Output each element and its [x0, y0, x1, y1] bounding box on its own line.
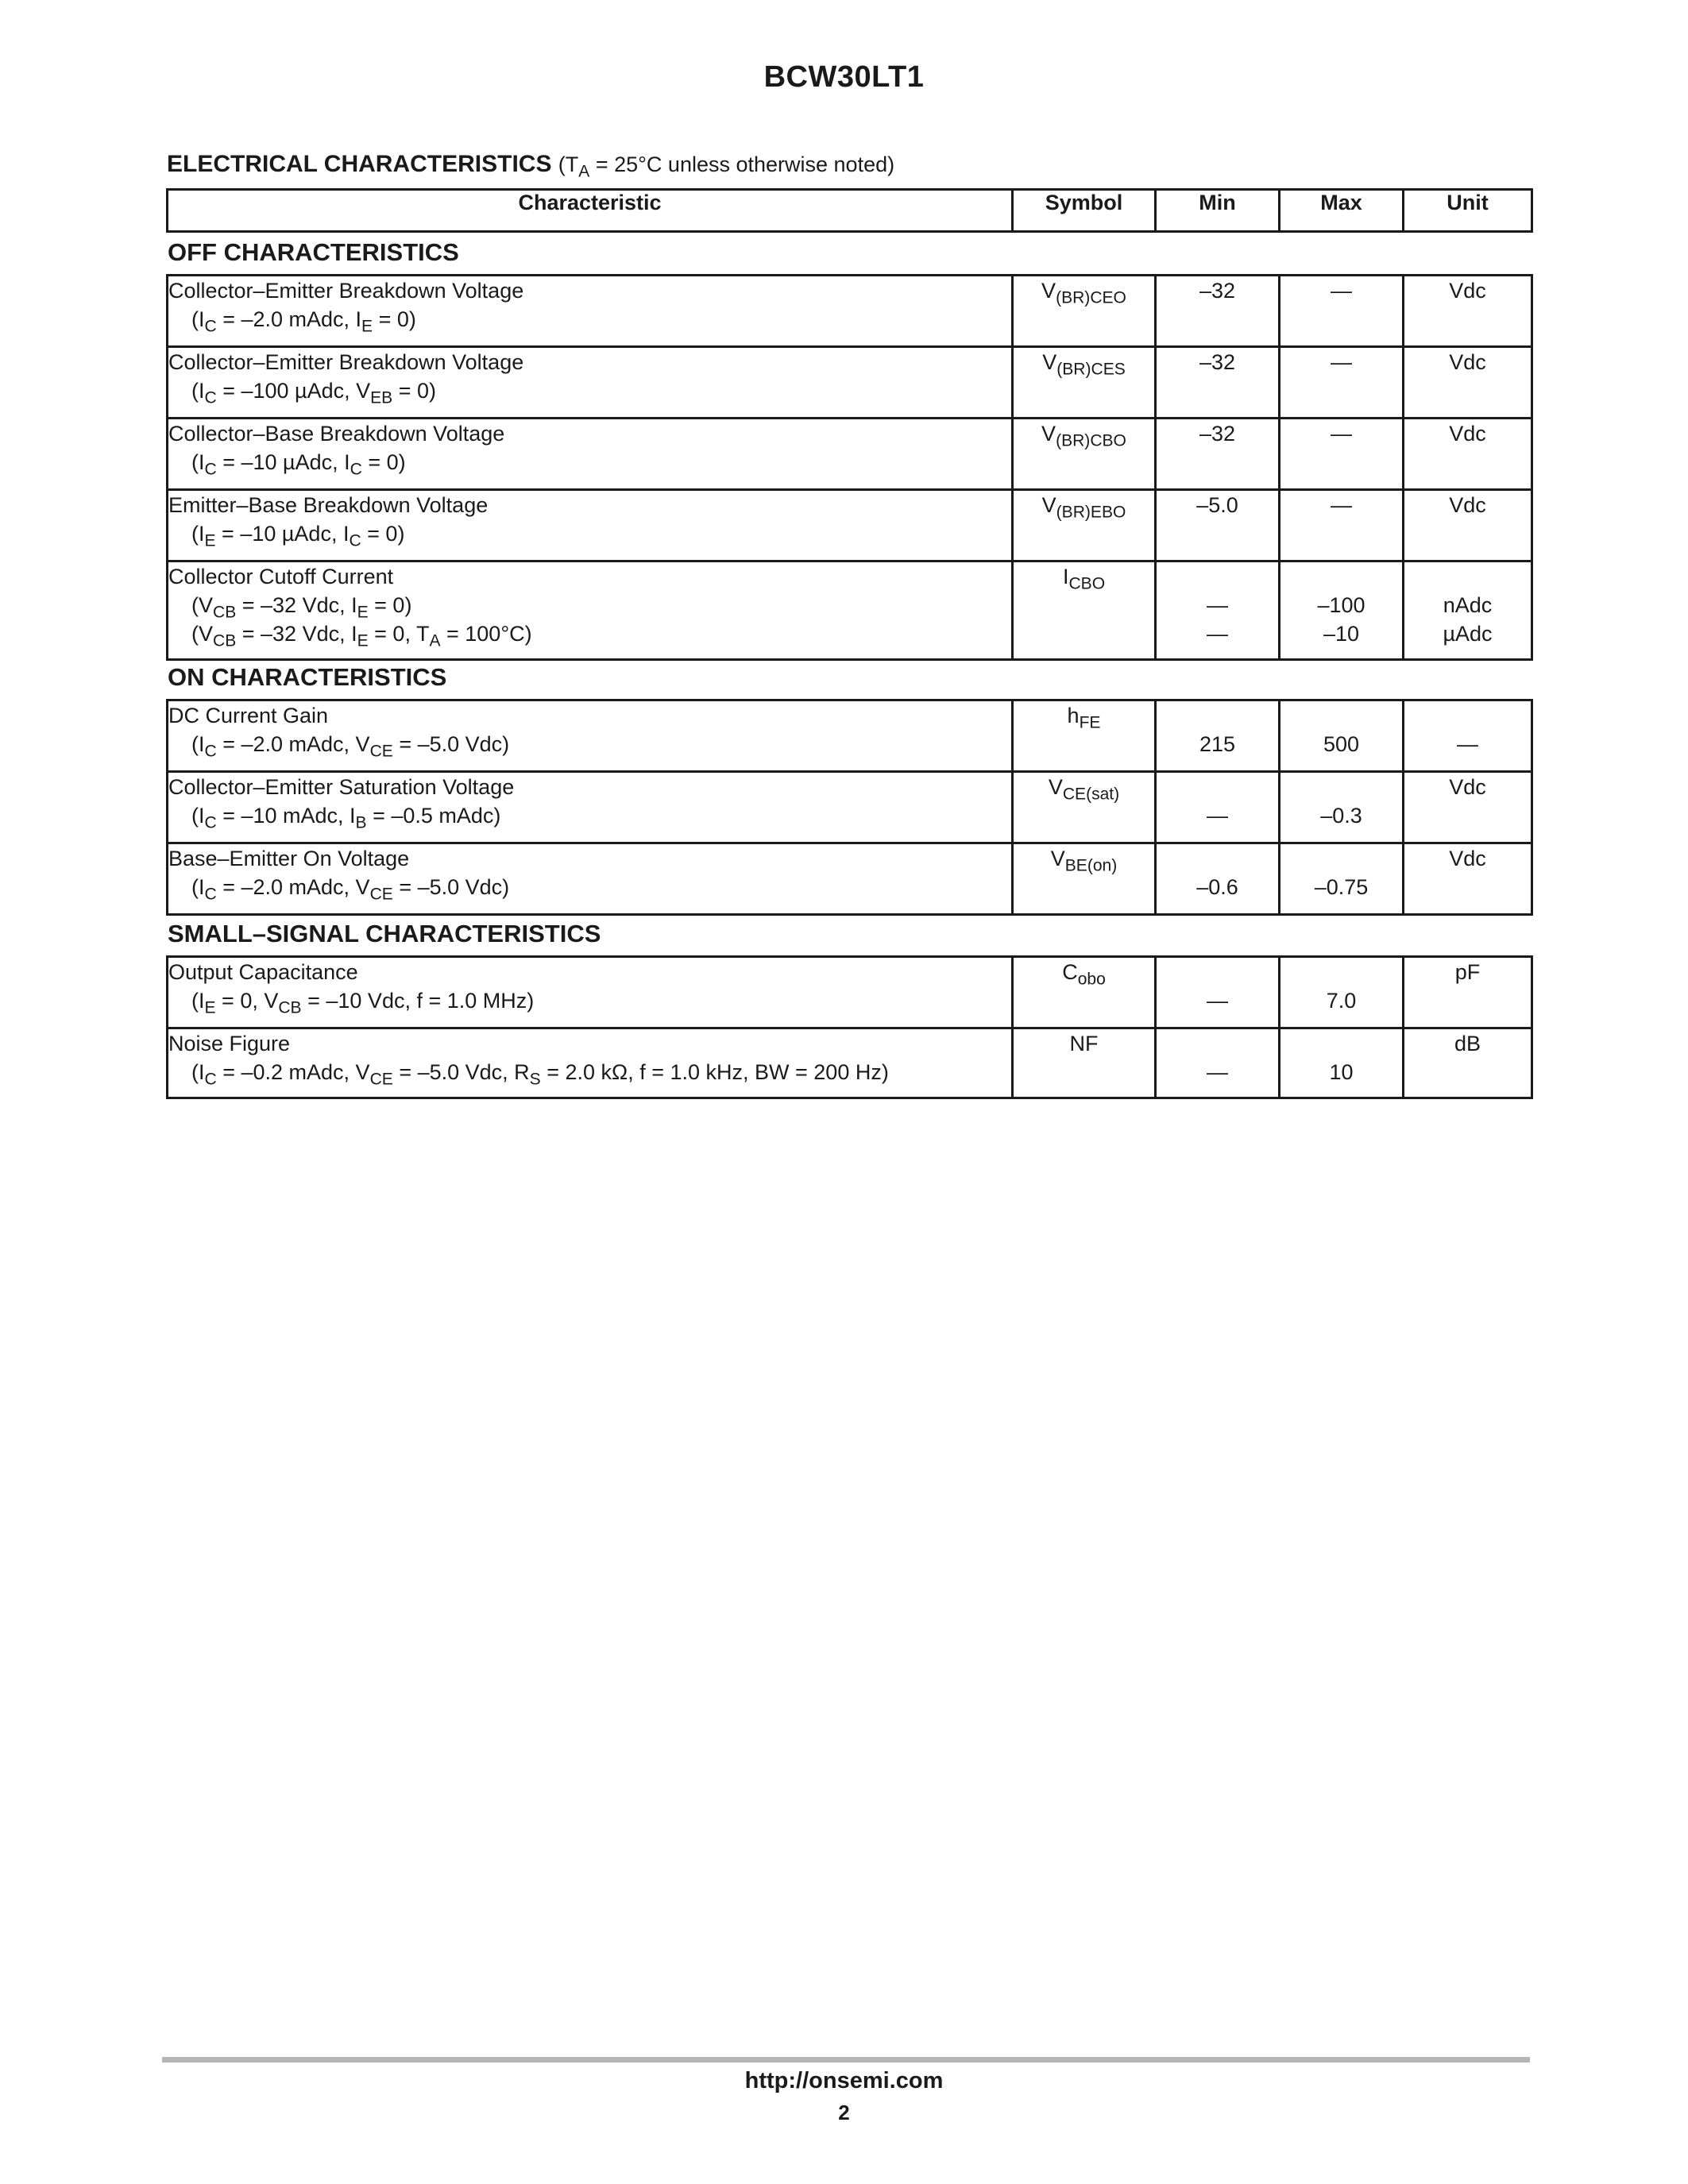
col-header-min: Min — [1156, 190, 1280, 232]
table-row: Noise Figure ($I_C = -0.2$ mAdc, $V_{CE} = -5.0$ Vdc, $R_S = 2.0$ kΩ, f = 1.0 kHz, BW = 200 Hz) NF — 10 dB — [168, 1028, 1532, 1098]
table-row: Collector–Emitter Breakdown Voltage ($I_C = -2.0$ mAdc, $I_E = 0$) $V_{(BR)CEO}$ –32 — Vdc — [168, 276, 1532, 347]
table-row: Output Capacitance ($I_E = 0$, $V_{CB} = -10$ Vdc, f = 1.0 MHz) $C_{obo}$ — 7.0 pF — [168, 957, 1532, 1028]
electrical-characteristics-heading — [167, 151, 895, 181]
off-characteristics-table — [166, 274, 1533, 661]
page-number: 2 — [838, 2101, 850, 2124]
table-row: Collector Cutoff Current ($V_{CB} = -32$ Vdc, $I_E = 0$) ($V_{CB} = -32$ Vdc, $I_E = 0$, $T_A = 100^\circ C$) $I_{CBO}$ — — –100 –10 nAdc µAdc — [168, 561, 1532, 660]
table-row: Collector–Base Breakdown Voltage ($I_C = -10$ µAdc, $I_C = 0$) $V_{(BR)CBO}$ –32 — Vdc — [168, 419, 1532, 490]
column-header-table — [166, 188, 1533, 233]
heading-label: ELECTRICAL CHARACTERISTICS — [167, 151, 552, 177]
col-header-max: Max — [1280, 190, 1404, 232]
on-characteristics-table — [166, 699, 1533, 916]
section-title-small-signal: SMALL–SIGNAL CHARACTERISTICS — [168, 920, 601, 947]
section-title-on: ON CHARACTERISTICS — [168, 663, 447, 691]
footer-url-link[interactable]: http://onsemi.com — [744, 2068, 944, 2093]
small-signal-characteristics-table — [166, 955, 1533, 1099]
table-row: Base–Emitter On Voltage ($I_C = -2.0$ mAdc, $V_{CE} = -5.0$ Vdc) $V_{BE(on)}$ –0.6 –0.75 Vdc — [168, 843, 1532, 915]
col-header-symbol: Symbol — [1013, 190, 1156, 232]
col-header-unit: Unit — [1404, 190, 1532, 232]
document-title: BCW30LT1 — [763, 60, 925, 94]
col-header-characteristic: Characteristic — [168, 190, 1013, 232]
section-title-off: OFF CHARACTERISTICS — [168, 238, 459, 266]
table-row: Collector–Emitter Breakdown Voltage ($I_C = -100$ µAdc, $V_{EB} = 0$) $V_{(BR)CES}$ –32 — Vdc — [168, 347, 1532, 419]
table-row: Emitter–Base Breakdown Voltage ($I_E = -10$ µAdc, $I_C = 0$) $V_{(BR)EBO}$ –5.0 — Vdc — [168, 490, 1532, 561]
table-row: Collector–Emitter Saturation Voltage ($I_C = -10$ mAdc, $I_B = -0.5$ mAdc) $V_{CE(sat)}$ — –0.3 Vdc — [168, 772, 1532, 843]
footer-divider — [162, 2057, 1530, 2062]
table-row: DC Current Gain ($I_C = -2.0$ mAdc, $V_{CE} = -5.0$ Vdc) $h_{FE}$ 215 500 — — [168, 700, 1532, 772]
heading-note: ($T_A = 25^\circ C$ unless otherwise noted) — [558, 152, 895, 181]
